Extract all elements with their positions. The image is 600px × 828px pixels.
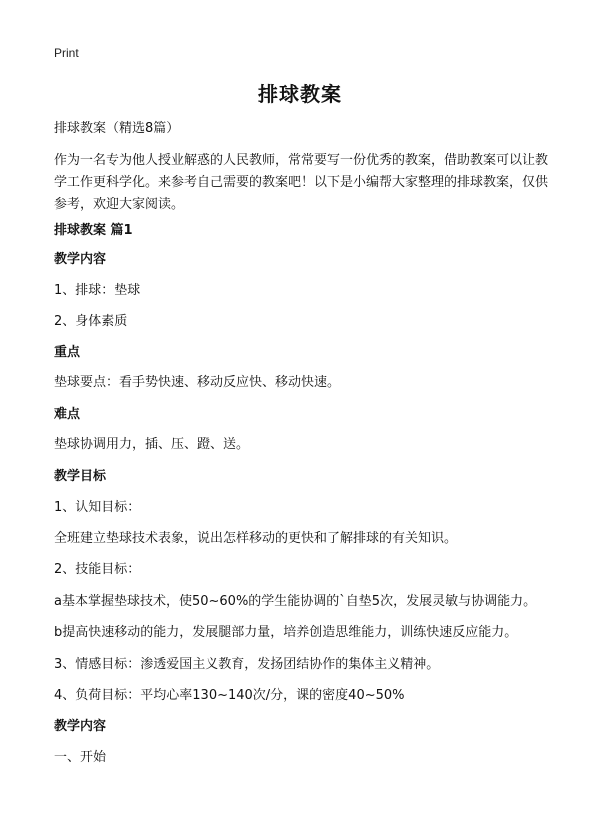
section-heading-content-2: 教学内容 [54, 719, 107, 734]
goal-1-text: 全班建立垫球技术表象，说出怎样移动的更快和了解排球的有关知识。 [54, 531, 458, 546]
goal-1-title: 1、认知目标： [54, 500, 141, 515]
section-1-start: 一、开始 [54, 750, 107, 765]
article-heading: 排球教案 篇1 [54, 223, 133, 238]
content-item-2: 2、身体素质 [54, 314, 128, 329]
section-heading-key: 重点 [54, 345, 81, 360]
section-heading-difficult: 难点 [54, 407, 81, 422]
content-item-1: 1、排球：垫球 [54, 283, 141, 298]
difficult-text: 垫球协调用力，插、压、蹬、送。 [54, 437, 250, 452]
goal-4: 4、负荷目标：平均心率130~140次/分，课的密度40~50% [54, 688, 405, 703]
section-heading-content: 教学内容 [54, 252, 107, 267]
goal-2-a: a基本掌握垫球技术，使50~60%的学生能协调的`自垫5次，发展灵敏与协调能力。 [54, 594, 537, 609]
goal-3: 3、情感目标：渗透爱国主义教育，发扬团结协作的集体主义精神。 [54, 657, 440, 672]
goal-2-title: 2、技能目标： [54, 562, 141, 577]
goal-2-b: b提高快速移动的能力，发展腿部力量，培养创造思维能力，训练快速反应能力。 [54, 625, 518, 640]
section-heading-goals: 教学目标 [54, 469, 107, 484]
page-title: 排球教案 [258, 82, 342, 106]
subtitle: 排球教案（精选8篇） [54, 121, 180, 136]
print-link[interactable]: Print [54, 46, 79, 60]
key-text: 垫球要点：看手势快速、移动反应快、移动快速。 [54, 375, 341, 390]
intro-paragraph: 作为一名专为他人授业解惑的人民教师，常常要写一份优秀的教案，借助教案可以让教学工作更科学化。来参考自己需要的教案吧！以下是小编帮大家整理的排球教案，仅供参考，欢迎大家阅读。 [54, 153, 549, 212]
